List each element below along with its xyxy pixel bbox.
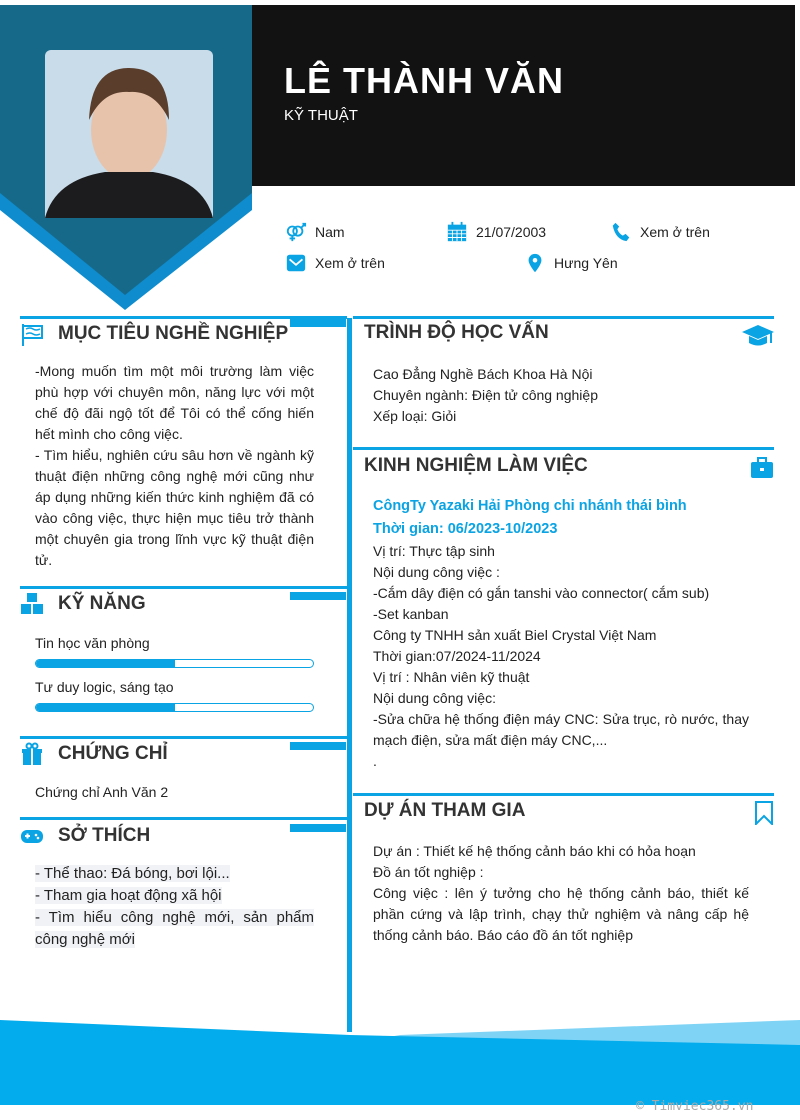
gift-icon bbox=[20, 742, 44, 766]
calendar-icon bbox=[446, 221, 468, 243]
section-education-title: TRÌNH ĐỘ HỌC VẤN bbox=[364, 322, 549, 343]
experience-line: Vị trí : Nhân viên kỹ thuật bbox=[373, 669, 530, 685]
objective-text: -Mong muốn tìm một môi trường làm việc phù hợp với chuyên môn, năng lực với một chế độ đãi ngộ tốt để Tôi có thể cống hiến hết mình cho công việc. - Tìm hiểu, nghiên cứu sâu hơn về ngành kỹ thuật điện những công nghệ mới cũng như áp dụng những kiến thức kinh nghiệm đã có vào công việc, thực hiện mục tiêu trở thành một chuyên gia trong lĩnh vực kỹ thuật điện tử. bbox=[35, 363, 314, 568]
candidate-role: KỸ THUẬT bbox=[284, 107, 358, 124]
gender-icon bbox=[285, 221, 307, 243]
skill-bar bbox=[35, 659, 314, 668]
divider bbox=[353, 447, 774, 450]
phone-value: Xem ở trên bbox=[640, 224, 710, 240]
info-birthday bbox=[446, 221, 546, 243]
experience-line: . bbox=[373, 753, 377, 769]
section-tab bbox=[290, 592, 346, 600]
experience-line: Nội dung công việc : bbox=[373, 564, 500, 580]
education-details: Cao Đẳng Nghề Bách Khoa Hà Nội Chuyên ngành: Điện tử công nghiệp Xếp loại: Giỏi bbox=[373, 366, 598, 424]
email-icon bbox=[285, 252, 307, 274]
flag-icon bbox=[20, 322, 44, 346]
divider bbox=[20, 817, 347, 820]
experience-line: -Sửa chữa hệ thống điện máy CNC: Sửa trục, rò nước, thay mạch điện, sửa mất điện máy CNC,... bbox=[373, 711, 749, 748]
column-divider bbox=[347, 318, 352, 1032]
phone-icon bbox=[610, 221, 632, 243]
hobby-item: - Thể thao: Đá bóng, bơi lội... bbox=[35, 865, 230, 882]
experience-line: Nội dung công việc: bbox=[373, 690, 496, 706]
hobby-item: - Tìm hiểu công nghệ mới, sản phẩm công nghệ mới bbox=[35, 909, 314, 948]
watermark: © Timviec365.vn bbox=[636, 1099, 754, 1114]
experience-content bbox=[373, 495, 773, 772]
section-certificates-title: CHỨNG CHỈ bbox=[20, 742, 168, 766]
graduation-cap-icon bbox=[742, 323, 774, 349]
email-value: Xem ở trên bbox=[315, 255, 385, 271]
experience-line: -Cắm dây điện có gắn tanshi vào connector( cắm sub) bbox=[373, 585, 710, 601]
section-tab bbox=[290, 742, 346, 750]
skill-label: Tư duy logic, sáng tạo bbox=[35, 679, 174, 695]
certificate-item: Chứng chỉ Anh Văn 2 bbox=[35, 784, 169, 800]
divider bbox=[353, 793, 774, 796]
cubes-icon bbox=[20, 592, 44, 616]
location-icon bbox=[524, 252, 546, 274]
experience-line: Thời gian:07/2024-11/2024 bbox=[373, 648, 541, 664]
section-projects-title: DỰ ÁN THAM GIA bbox=[364, 800, 526, 821]
skill-bar bbox=[35, 703, 314, 712]
experience-line: Công ty TNHH sản xuất Biel Crystal Việt Nam bbox=[373, 627, 657, 643]
info-email bbox=[285, 252, 385, 274]
gamepad-icon bbox=[20, 824, 44, 848]
birthday-value: 21/07/2003 bbox=[476, 224, 547, 240]
hobby-item: - Tham gia hoạt động xã hội bbox=[35, 887, 222, 904]
briefcase-icon bbox=[750, 456, 774, 480]
experience-line: -Set kanban bbox=[373, 606, 449, 622]
divider bbox=[353, 316, 774, 319]
section-skills-title: KỸ NĂNG bbox=[20, 592, 146, 616]
gender-value: Nam bbox=[315, 224, 345, 240]
section-tab bbox=[290, 319, 346, 327]
section-tab bbox=[290, 824, 346, 832]
experience-line: Vị trí: Thực tập sinh bbox=[373, 543, 495, 559]
info-address bbox=[524, 252, 618, 274]
company-name: CôngTy Yazaki Hải Phòng chi nhánh thái bình bbox=[373, 498, 687, 514]
divider bbox=[20, 736, 347, 739]
divider bbox=[20, 586, 347, 589]
info-gender bbox=[285, 221, 345, 243]
section-experience-title: KINH NGHIỆM LÀM VIỆC bbox=[364, 455, 588, 476]
period: Thời gian: 06/2023-10/2023 bbox=[373, 521, 558, 537]
projects-content: Dự án : Thiết kế hệ thống cảnh báo khi có hỏa hoạn Đồ án tốt nghiệp : Công việc : lên ý tưởng cho hệ thống cảnh báo, thiết kế phần cứng và lập trình, chạy thử nghiệm và nâng cấp hệ thống cảnh báo. Báo cáo đồ án tốt nghiệp bbox=[373, 843, 749, 943]
skill-label: Tin học văn phòng bbox=[35, 635, 150, 651]
footer-wave bbox=[0, 1015, 800, 1105]
section-hobbies-title: SỞ THÍCH bbox=[20, 824, 150, 848]
address-value: Hưng Yên bbox=[554, 255, 618, 271]
section-objective-title: MỤC TIÊU NGHỀ NGHIỆP bbox=[20, 322, 288, 346]
bookmark-icon bbox=[754, 801, 774, 825]
avatar bbox=[45, 50, 213, 218]
hobbies-list bbox=[35, 863, 314, 951]
candidate-name: LÊ THÀNH VĂN bbox=[284, 60, 564, 101]
info-phone bbox=[610, 221, 710, 243]
